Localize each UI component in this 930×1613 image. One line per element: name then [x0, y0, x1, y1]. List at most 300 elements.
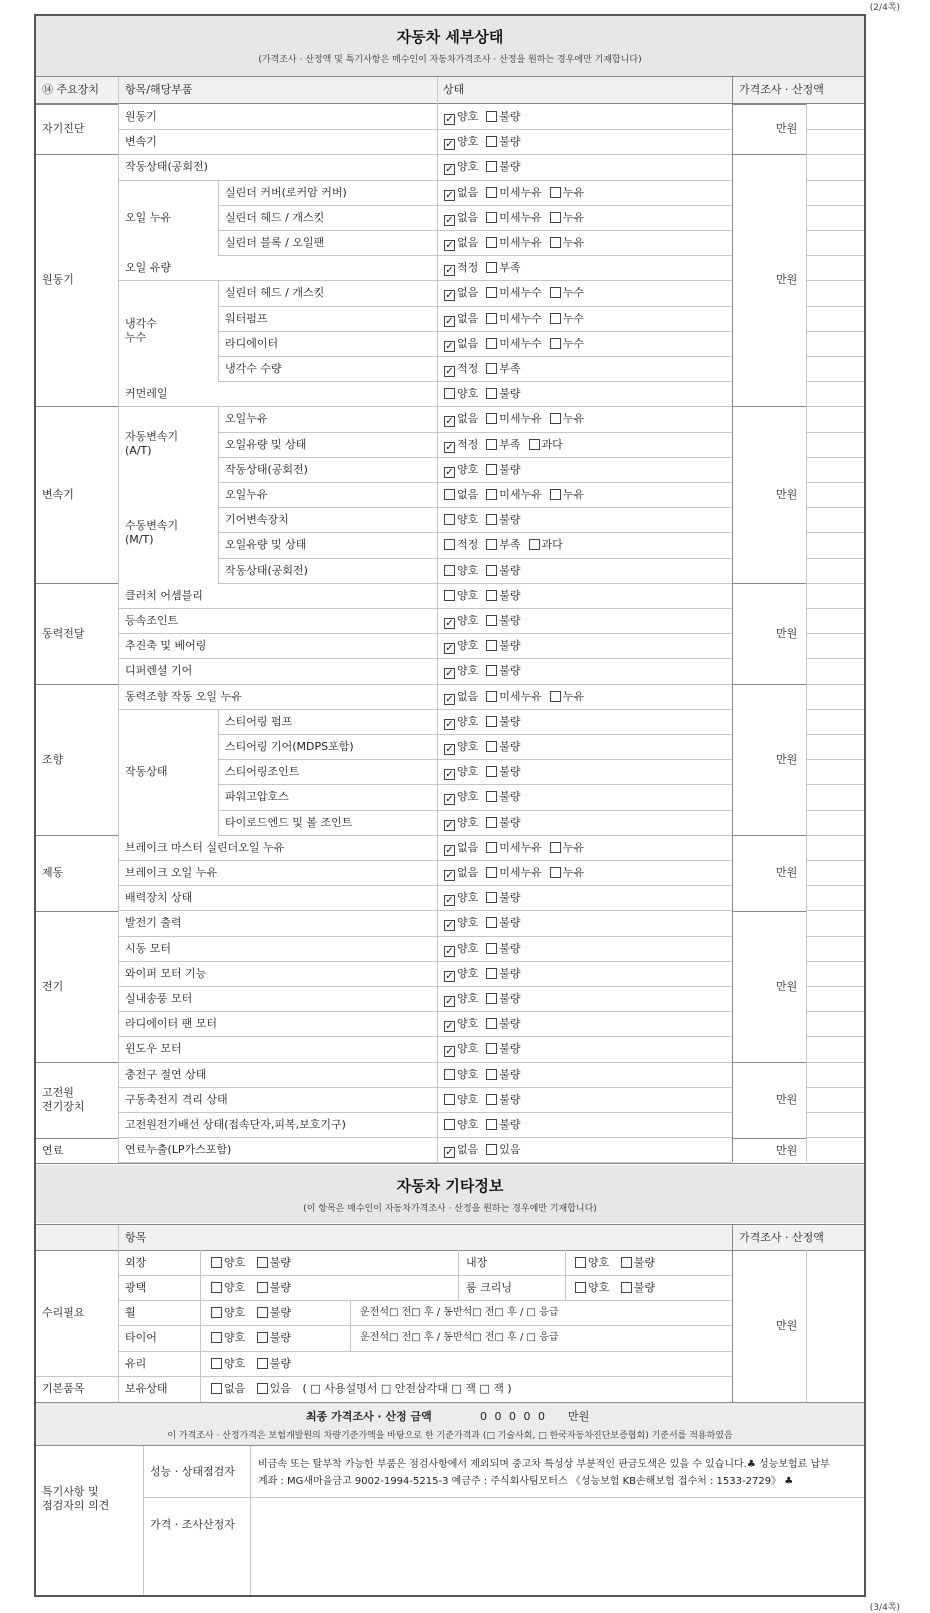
status-options	[444, 135, 529, 150]
status-options	[444, 211, 592, 226]
wheel-options	[211, 1306, 299, 1320]
glass-ok-checkbox[interactable]	[211, 1358, 222, 1369]
option-label: 없음	[457, 236, 479, 249]
interior-ok-checkbox[interactable]	[575, 1257, 586, 1268]
polish-label: 광택	[125, 1281, 147, 1294]
status-checkbox[interactable]	[486, 464, 497, 475]
status-checkbox[interactable]	[444, 565, 455, 576]
item-label: 브레이크 마스터 실린더오일 누유	[125, 841, 285, 854]
status-option	[486, 614, 520, 628]
item-label: 디퍼렌셜 기어	[125, 664, 193, 677]
status-checkbox[interactable]	[444, 442, 455, 453]
interior-bad-checkbox[interactable]	[621, 1257, 632, 1268]
option-label: 누유	[562, 236, 585, 249]
possession-items[interactable]: ( □ 사용설명서 □ 안전삼각대 □ 잭 □ 잭 )	[302, 1382, 512, 1395]
price-unit[interactable]: 만원	[776, 1093, 798, 1106]
final-amount-value[interactable]: 0 0 0 0 0	[480, 1410, 547, 1423]
repair-needed-label: 수리필요	[42, 1306, 85, 1319]
group-label: 원동기	[42, 273, 74, 286]
option-label: 양호	[224, 1331, 246, 1344]
item-label: 발전기 출력	[125, 916, 182, 929]
item-label: 실내송풍 모터	[125, 992, 193, 1005]
status-option	[444, 715, 478, 730]
possession-none-checkbox[interactable]	[211, 1383, 222, 1394]
option-label: 불량	[269, 1306, 292, 1319]
status-option	[444, 286, 478, 301]
col-status: 상태	[443, 83, 465, 96]
status-checkbox[interactable]	[486, 691, 497, 702]
option-label: 적정	[457, 538, 479, 551]
status-checkbox[interactable]	[444, 416, 455, 427]
item-label: 실린더 헤드 / 개스킷	[225, 211, 325, 224]
status-checkbox[interactable]	[444, 190, 455, 201]
group-label: 조향	[42, 753, 64, 766]
option-label: 불량	[499, 942, 521, 955]
option-label: 불량	[499, 513, 521, 526]
status-options	[444, 740, 529, 755]
status-checkbox[interactable]	[444, 467, 455, 478]
status-options	[444, 1068, 529, 1082]
status-options	[444, 1118, 529, 1132]
item-label: 라디에이터 팬 모터	[125, 1017, 218, 1030]
status-option	[486, 412, 542, 426]
status-option	[550, 488, 584, 502]
item-label: 구동축전지 격리 상태	[125, 1093, 228, 1106]
status-checkbox[interactable]	[550, 338, 561, 349]
section1-subtitle: (가격조사 · 산정액 및 특기사항은 매수인이 자동차가격조사 · 산정을 원하는 경우에만 기재합니다)	[258, 55, 642, 65]
status-option	[486, 967, 520, 981]
status-options	[444, 488, 592, 502]
wheel-bad-checkbox[interactable]	[257, 1307, 268, 1318]
status-option	[486, 337, 542, 351]
room-cleaning-ok-checkbox[interactable]	[575, 1282, 586, 1293]
status-checkbox[interactable]	[486, 514, 497, 525]
page-number-bottom: (3/4쪽)	[869, 1603, 900, 1613]
status-checkbox[interactable]	[486, 1069, 497, 1080]
status-option	[444, 186, 478, 201]
status-checkbox[interactable]	[444, 265, 455, 276]
status-checkbox[interactable]	[486, 615, 497, 626]
status-options	[444, 538, 571, 552]
status-option	[486, 160, 520, 174]
status-checkbox[interactable]	[550, 287, 561, 298]
status-option	[444, 438, 478, 453]
status-option	[486, 866, 542, 880]
status-checkbox[interactable]	[486, 212, 497, 223]
status-checkbox[interactable]	[444, 290, 455, 301]
status-checkbox[interactable]	[486, 766, 497, 777]
status-options	[444, 261, 529, 276]
status-checkbox[interactable]	[486, 817, 497, 828]
option-label: 양호	[457, 463, 479, 476]
status-option	[486, 236, 542, 250]
status-checkbox[interactable]	[486, 842, 497, 853]
status-option	[444, 261, 478, 276]
status-checkbox[interactable]	[444, 489, 455, 500]
status-checkbox[interactable]	[486, 665, 497, 676]
wheel-label: 휠	[125, 1306, 136, 1319]
status-checkbox[interactable]	[550, 842, 561, 853]
status-checkbox[interactable]	[444, 1046, 455, 1057]
option-label: 없음	[457, 337, 479, 350]
option-label: 불량	[499, 639, 521, 652]
status-checkbox[interactable]	[444, 1069, 455, 1080]
option-label: 과다	[541, 538, 563, 551]
status-checkbox[interactable]	[444, 996, 455, 1007]
option-label: 없음	[224, 1382, 246, 1395]
status-options	[444, 1017, 529, 1032]
glass-bad-checkbox[interactable]	[257, 1358, 268, 1369]
group-label: 동력전달	[42, 627, 85, 640]
status-option	[486, 1143, 520, 1157]
item-label: 동력조향 작동 오일 누유	[125, 690, 242, 703]
status-checkbox[interactable]	[486, 489, 497, 500]
option-label: 누유	[562, 211, 585, 224]
exterior-label: 외장	[125, 1256, 147, 1269]
status-checkbox[interactable]	[486, 136, 497, 147]
status-checkbox[interactable]	[486, 1144, 497, 1155]
status-option	[486, 690, 542, 704]
status-checkbox[interactable]	[486, 413, 497, 424]
status-option	[444, 160, 478, 175]
option-label: 불량	[499, 110, 521, 123]
status-options	[444, 841, 592, 856]
status-checkbox[interactable]	[529, 539, 540, 550]
status-checkbox[interactable]	[486, 917, 497, 928]
status-option	[550, 211, 584, 225]
status-option	[486, 1017, 520, 1031]
status-checkbox[interactable]	[486, 111, 497, 122]
status-checkbox[interactable]	[444, 139, 455, 150]
price-unit[interactable]: 만원	[776, 273, 798, 286]
status-checkbox[interactable]	[444, 341, 455, 352]
price-unit[interactable]: 만원	[776, 866, 798, 879]
status-checkbox[interactable]	[486, 539, 497, 550]
status-options	[444, 312, 592, 327]
option-label: 미세누유	[499, 690, 542, 703]
tire-seat-options[interactable]: 운전석□ 전□ 후 / 동반석□ 전□ 후 / □ 응급	[360, 1332, 559, 1343]
status-option	[444, 589, 478, 603]
status-checkbox[interactable]	[486, 943, 497, 954]
status-checkbox[interactable]	[486, 262, 497, 273]
status-options	[444, 1042, 529, 1057]
status-checkbox[interactable]	[444, 643, 455, 654]
status-checkbox[interactable]	[486, 968, 497, 979]
status-option	[444, 211, 478, 226]
item-label: 배력장치 상태	[125, 891, 193, 904]
status-checkbox[interactable]	[444, 870, 455, 881]
status-checkbox[interactable]	[550, 187, 561, 198]
status-option	[444, 362, 478, 377]
status-checkbox[interactable]	[486, 338, 497, 349]
exterior-options	[211, 1256, 299, 1270]
subgroup-label: 작동상태	[125, 765, 168, 778]
option-label: 불량	[499, 564, 521, 577]
status-option	[486, 790, 520, 804]
status-checkbox[interactable]	[444, 618, 455, 629]
status-option	[444, 412, 478, 427]
option-label: 미세누수	[499, 312, 542, 325]
status-options	[444, 916, 529, 931]
item-label: 브레이크 오일 누유	[125, 866, 218, 879]
status-checkbox[interactable]	[486, 867, 497, 878]
status-checkbox[interactable]	[486, 287, 497, 298]
option-label: 불량	[269, 1281, 292, 1294]
section1-title: 자동차 세부상태	[396, 28, 504, 46]
status-options	[444, 614, 529, 629]
status-checkbox[interactable]	[444, 366, 455, 377]
status-checkbox[interactable]	[486, 1094, 497, 1105]
status-checkbox[interactable]	[550, 867, 561, 878]
status-checkbox[interactable]	[550, 413, 561, 424]
col-price: 가격조사 · 산정액	[739, 83, 824, 96]
status-checkbox[interactable]	[550, 212, 561, 223]
status-checkbox[interactable]	[444, 514, 455, 525]
status-options	[444, 337, 592, 352]
status-option	[486, 916, 520, 930]
status-option	[444, 866, 478, 881]
status-checkbox[interactable]	[486, 161, 497, 172]
option-label: 없음	[457, 312, 479, 325]
option-label: 미세누유	[499, 236, 542, 249]
status-checkbox[interactable]	[444, 820, 455, 831]
item-label: 추진축 및 베어링	[125, 639, 207, 652]
price-unit[interactable]: 만원	[776, 980, 798, 993]
status-checkbox[interactable]	[486, 640, 497, 651]
status-checkbox[interactable]	[486, 716, 497, 727]
status-checkbox[interactable]	[444, 946, 455, 957]
status-checkbox[interactable]	[444, 920, 455, 931]
status-checkbox[interactable]	[486, 892, 497, 903]
option-label: 양호	[457, 765, 479, 778]
price-unit[interactable]: 만원	[776, 1144, 798, 1157]
status-checkbox[interactable]	[550, 313, 561, 324]
status-options	[444, 438, 571, 453]
status-option	[444, 639, 478, 654]
status-option	[486, 513, 520, 527]
status-option	[444, 1093, 478, 1107]
status-option	[486, 891, 520, 905]
wheel-seat-options[interactable]: 운전석□ 전□ 후 / 동반석□ 전□ 후 / □ 응급	[360, 1307, 559, 1318]
item-label: 연료누출(LP가스포함)	[125, 1143, 232, 1156]
item-label: 워터펌프	[225, 312, 268, 325]
s2-col-item: 항목	[125, 1231, 147, 1244]
status-checkbox[interactable]	[486, 565, 497, 576]
status-option	[444, 564, 478, 578]
tire-label: 타이어	[125, 1331, 157, 1344]
option-label: 양호	[588, 1256, 610, 1269]
status-checkbox[interactable]	[444, 744, 455, 755]
status-options	[444, 160, 529, 175]
tire-ok-checkbox[interactable]	[211, 1332, 222, 1343]
status-checkbox[interactable]	[444, 590, 455, 601]
status-checkbox[interactable]	[486, 187, 497, 198]
item-label: 타이로드엔드 및 볼 조인트	[225, 816, 353, 829]
final-amount-note: 이 가격조사 · 산정가격은 보험개발원의 차량기준가액을 바탕으로 한 기준가격과 (□ 기술사회, □ 한국자동차진단보증협회) 기준서를 적용하였음	[167, 1431, 733, 1441]
opinion-label: 특기사항 및 점검자의 의견	[42, 1485, 110, 1512]
status-options	[444, 1093, 529, 1107]
status-checkbox[interactable]	[444, 164, 455, 175]
status-option	[444, 488, 478, 502]
option-label: 양호	[224, 1281, 246, 1294]
interior-options	[575, 1256, 663, 1270]
item-label: 시동 모터	[125, 942, 172, 955]
option-label: 불량	[499, 1068, 521, 1081]
item-label: 냉각수 수량	[225, 362, 282, 375]
item-label: 클러치 어셈블리	[125, 589, 203, 602]
status-checkbox[interactable]	[444, 388, 455, 399]
status-option	[486, 816, 520, 830]
status-option	[444, 513, 478, 527]
option-label: 불량	[499, 160, 521, 173]
polish-ok-checkbox[interactable]	[211, 1282, 222, 1293]
tire-bad-checkbox[interactable]	[257, 1332, 268, 1343]
option-label: 양호	[457, 387, 479, 400]
option-label: 불량	[269, 1357, 292, 1370]
status-option	[444, 1118, 478, 1132]
status-checkbox[interactable]	[486, 313, 497, 324]
status-option	[486, 261, 520, 275]
status-checkbox[interactable]	[486, 388, 497, 399]
status-checkbox[interactable]	[486, 1043, 497, 1054]
price-unit[interactable]: 만원	[776, 753, 798, 766]
possession-have-checkbox[interactable]	[257, 1383, 268, 1394]
section1-header	[36, 16, 864, 76]
status-checkbox[interactable]	[486, 791, 497, 802]
status-checkbox[interactable]	[444, 1147, 455, 1158]
option-label: 누유	[562, 841, 585, 854]
option-label: 과다	[541, 438, 563, 451]
room-cleaning-bad-checkbox[interactable]	[621, 1282, 632, 1293]
status-options	[444, 186, 592, 201]
item-label: 실린더 헤드 / 개스킷	[225, 286, 325, 299]
interior-label: 내장	[466, 1256, 488, 1269]
item-label: 오일 유량	[125, 261, 172, 274]
wheel-ok-checkbox[interactable]	[211, 1307, 222, 1318]
status-checkbox[interactable]	[486, 590, 497, 601]
status-checkbox[interactable]	[444, 1119, 455, 1130]
status-checkbox[interactable]	[486, 741, 497, 752]
status-option	[444, 841, 478, 856]
perf-opinion-line2: 계좌 : MG새마을금고 9002-1994-5215-3 예금주 : 주식회사팀모터스 《성능보험 KB손해보험 접수처 : 1533-2729》 ♣	[258, 1476, 794, 1487]
status-option	[486, 438, 520, 452]
status-options	[444, 992, 529, 1007]
status-checkbox[interactable]	[444, 971, 455, 982]
item-label: 충전구 절연 상태	[125, 1068, 207, 1081]
option-label: 양호	[457, 740, 479, 753]
status-option	[486, 841, 542, 855]
status-checkbox[interactable]	[550, 237, 561, 248]
option-label: 적정	[457, 438, 479, 451]
item-label: 작동상태(공회전)	[125, 160, 208, 173]
item-label: 오일유량 및 상태	[225, 538, 307, 551]
status-checkbox[interactable]	[550, 691, 561, 702]
status-checkbox[interactable]	[444, 240, 455, 251]
status-checkbox[interactable]	[444, 1021, 455, 1032]
polish-options	[211, 1281, 299, 1295]
status-checkbox[interactable]	[486, 363, 497, 374]
option-label: 누수	[562, 286, 585, 299]
option-label: 양호	[457, 891, 479, 904]
polish-bad-checkbox[interactable]	[257, 1282, 268, 1293]
status-checkbox[interactable]	[444, 539, 455, 550]
status-option	[444, 337, 478, 352]
status-checkbox[interactable]	[444, 215, 455, 226]
glass-options	[211, 1357, 299, 1371]
status-checkbox[interactable]	[444, 114, 455, 125]
option-label: 미세누유	[499, 412, 542, 425]
status-checkbox[interactable]	[486, 1119, 497, 1130]
status-option	[444, 916, 478, 931]
status-option	[550, 236, 584, 250]
status-checkbox[interactable]	[529, 439, 540, 450]
status-options	[444, 463, 529, 478]
status-option	[486, 664, 520, 678]
status-option	[444, 1017, 478, 1032]
status-option	[444, 942, 478, 957]
basic-items-label: 기본품목	[42, 1382, 85, 1395]
status-options	[444, 942, 529, 957]
status-checkbox[interactable]	[444, 316, 455, 327]
status-checkbox[interactable]	[444, 694, 455, 705]
status-option	[444, 1068, 478, 1082]
status-option	[550, 186, 584, 200]
status-checkbox[interactable]	[550, 489, 561, 500]
status-checkbox[interactable]	[444, 845, 455, 856]
status-checkbox[interactable]	[444, 895, 455, 906]
status-options	[444, 286, 592, 301]
option-label: 양호	[457, 1042, 479, 1055]
status-checkbox[interactable]	[444, 668, 455, 679]
status-checkbox[interactable]	[444, 719, 455, 730]
option-label: 누유	[562, 488, 585, 501]
status-checkbox[interactable]	[486, 993, 497, 1004]
status-option	[486, 740, 520, 754]
option-label: 불량	[499, 916, 521, 929]
option-label: 불량	[269, 1256, 292, 1269]
status-options	[444, 866, 592, 881]
status-option	[444, 387, 478, 401]
option-label: 불량	[633, 1281, 656, 1294]
item-label: 고전원전기배선 상태(접속단자,피복,보호기구)	[125, 1118, 346, 1131]
status-option	[550, 337, 584, 351]
price-unit[interactable]: 만원	[776, 488, 798, 501]
subgroup-label: 냉각수 누수	[125, 317, 157, 344]
status-checkbox[interactable]	[444, 769, 455, 780]
status-checkbox[interactable]	[444, 794, 455, 805]
item-label: 스티어링 기어(MDPS포함)	[225, 740, 354, 753]
status-checkbox[interactable]	[486, 439, 497, 450]
exterior-ok-checkbox[interactable]	[211, 1257, 222, 1268]
status-checkbox[interactable]	[486, 1018, 497, 1029]
status-option	[486, 765, 520, 779]
option-label: 양호	[457, 589, 479, 602]
possession-options	[211, 1382, 512, 1396]
price-unit[interactable]: 만원	[776, 122, 798, 135]
price-unit[interactable]: 만원	[776, 627, 798, 640]
status-checkbox[interactable]	[486, 237, 497, 248]
exterior-bad-checkbox[interactable]	[257, 1257, 268, 1268]
option-label: 불량	[499, 715, 521, 728]
option-label: 없음	[457, 690, 479, 703]
option-label: 없음	[457, 866, 479, 879]
option-label: 양호	[457, 992, 479, 1005]
option-label: 불량	[633, 1256, 656, 1269]
option-label: 없음	[457, 412, 479, 425]
option-label: 없음	[457, 286, 479, 299]
status-checkbox[interactable]	[444, 1094, 455, 1105]
item-label: 스티어링조인트	[225, 765, 300, 778]
